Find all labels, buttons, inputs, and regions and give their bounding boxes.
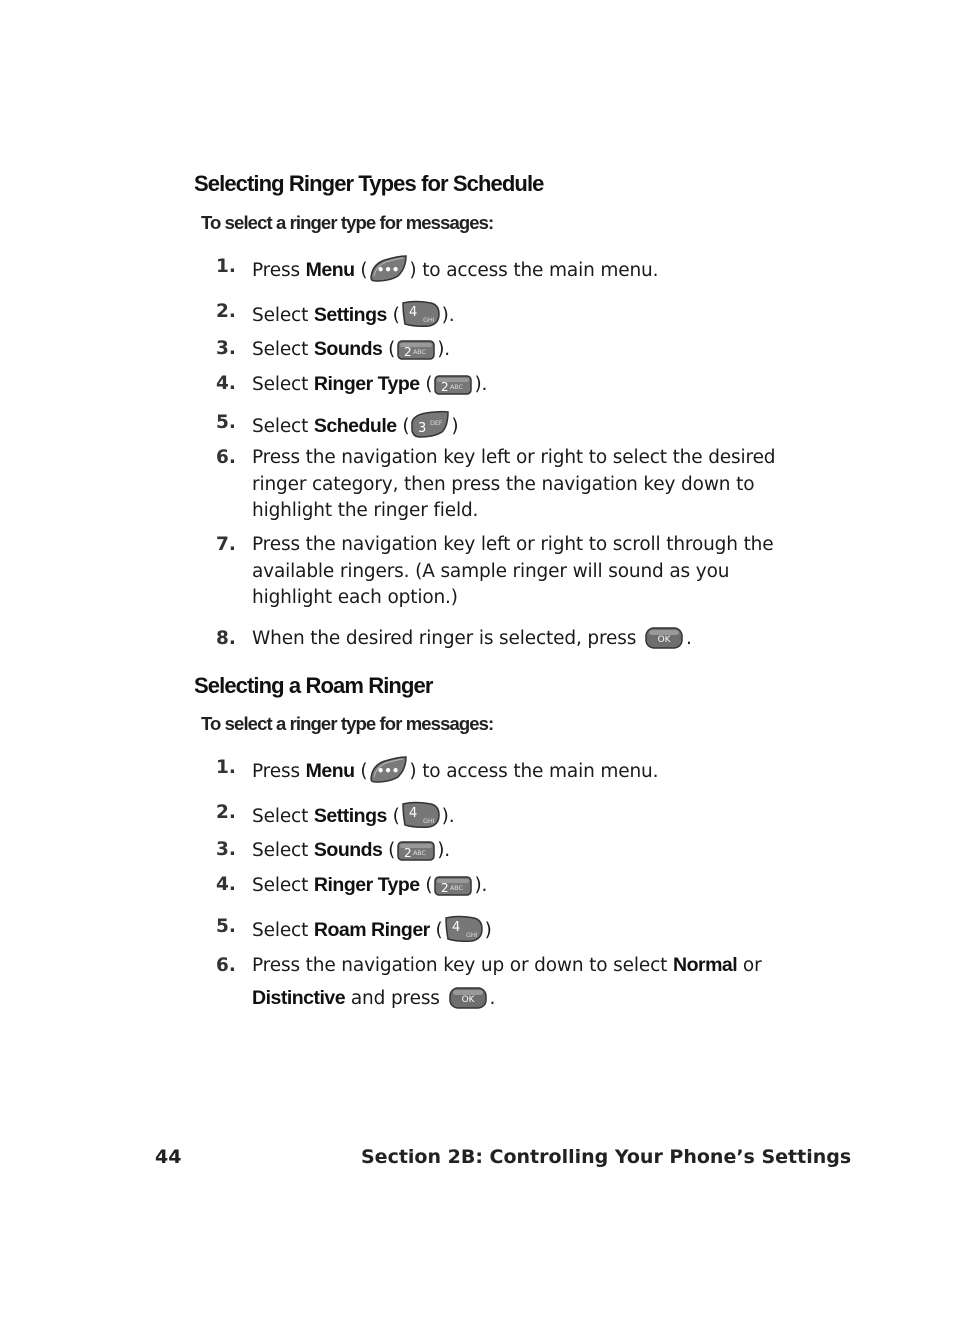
section-intro: To select a ringer type for messages:	[201, 212, 494, 233]
section-heading-schedule: Selecting Ringer Types for Schedule	[194, 171, 544, 196]
key-3-def-icon	[410, 410, 450, 438]
step-item: 4. Select Ringer Type ( 2 ABC ).	[216, 874, 488, 896]
step-item: 7. Press the navigation key left or right to scroll through the available ringers. (A sample ringer will sound as you highlight each option.)	[216, 534, 774, 608]
svg-text:ABC: ABC	[450, 383, 464, 391]
svg-text:GHI: GHI	[422, 817, 435, 825]
page-number: 44	[155, 1146, 182, 1168]
svg-text:ABC: ABC	[413, 849, 427, 857]
svg-text:4: 4	[408, 305, 417, 320]
svg-text:OK: OK	[657, 635, 671, 645]
svg-text:DEF: DEF	[430, 419, 443, 427]
ok-key-icon	[643, 626, 685, 650]
svg-text:GHI: GHI	[465, 931, 477, 939]
svg-text:•••: •••	[377, 764, 400, 778]
svg-text:2: 2	[404, 846, 412, 860]
key-4-ghi-icon	[401, 299, 441, 327]
menu-key-icon	[368, 254, 408, 282]
section-intro: To select a ringer type for messages:	[201, 713, 494, 734]
svg-text:4: 4	[408, 806, 417, 821]
svg-text:4: 4	[451, 920, 460, 935]
svg-text:OK: OK	[461, 995, 474, 1005]
svg-text:ABC: ABC	[450, 884, 464, 892]
step-item: 5. Select Schedule ( 3 DEF )	[216, 412, 459, 437]
svg-text:3: 3	[418, 421, 427, 436]
svg-text:•••: •••	[377, 263, 400, 277]
svg-text:2: 2	[441, 380, 449, 394]
step-item: 3. Select Sounds ( 2 ABC ).	[216, 839, 451, 861]
svg-text:GHI: GHI	[422, 316, 435, 324]
section-heading-roam: Selecting a Roam Ringer	[194, 673, 433, 698]
step-item: 6. Press the navigation key left or right to select the desired ringer category, then press the navigation key down to highlight the ringer field.	[216, 447, 776, 521]
ok-key-icon	[447, 986, 489, 1010]
footer-section-title: Section 2B: Controlling Your Phone’s Settings	[361, 1146, 852, 1168]
svg-text:2: 2	[404, 345, 412, 359]
key-4-ghi-icon	[401, 800, 441, 828]
key-4-ghi-icon	[444, 914, 484, 942]
key-2-abc-icon	[396, 840, 436, 862]
key-2-abc-icon	[433, 875, 473, 897]
step-item: 1. Press Menu ( ••• ) to access the main menu.	[216, 256, 659, 281]
svg-text:ABC: ABC	[413, 348, 427, 356]
step-item: 3. Select Sounds ( 2 ABC ).	[216, 338, 451, 360]
step-item: 4. Select Ringer Type ( 2 ABC ).	[216, 373, 488, 395]
key-2-abc-icon	[396, 339, 436, 361]
step-item: 5. Select Roam Ringer ( 4 GHI )	[216, 916, 492, 941]
step-item: 1. Press Menu ( ••• ) to access the main menu.	[216, 757, 659, 782]
step-item: 6. Press the navigation key up or down to select Normal or Distinctive and press OK .	[216, 954, 762, 1009]
step-item: 2. Select Settings ( 4 GHI ).	[216, 802, 455, 827]
step-item: 8. When the desired ringer is selected, press OK .	[216, 628, 692, 649]
step-item: 2. Select Settings ( 4 GHI ).	[216, 301, 455, 326]
menu-key-icon	[368, 755, 408, 783]
key-2-abc-icon	[433, 374, 473, 396]
svg-text:2: 2	[441, 881, 449, 895]
